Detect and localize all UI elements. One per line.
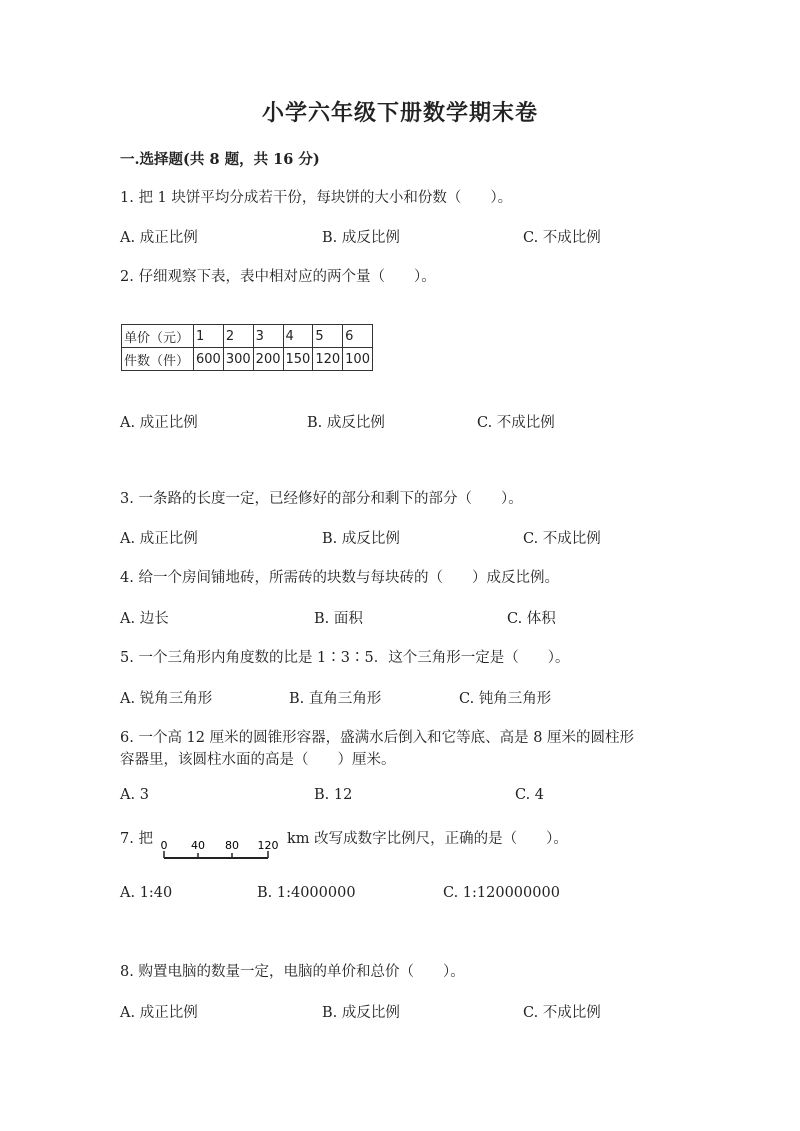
section-heading: 一.选择题(共 8 题，共 16 分): [120, 151, 320, 168]
question-5: 5. 一个三角形内角度数的比是 1∶3∶5．这个三角形一定是（ ）。: [120, 650, 570, 666]
table-row: [122, 348, 373, 371]
table-row: [122, 325, 373, 348]
question-4-options: [120, 607, 680, 631]
option-a[interactable]: A. 成正比例: [120, 531, 198, 547]
scale-bar: [158, 838, 282, 864]
option-b[interactable]: B. 成反比例: [322, 230, 400, 246]
question-8: 8. 购置电脑的数量一定，电脑的单价和总价（ ）。: [120, 964, 465, 980]
question-8-options: [120, 1001, 680, 1025]
table-cell: 300: [223, 348, 253, 371]
option-b[interactable]: B. 成反比例: [322, 1005, 400, 1021]
question-3-options: [120, 527, 680, 551]
table-cell: 6: [343, 325, 373, 348]
question-2-options: [120, 411, 680, 435]
option-a[interactable]: A. 1:40: [120, 885, 173, 901]
option-c[interactable]: C. 不成比例: [523, 1005, 601, 1021]
option-c[interactable]: C. 不成比例: [523, 531, 601, 547]
table-cell: 3: [253, 325, 283, 348]
option-b[interactable]: B. 成反比例: [307, 415, 385, 431]
question-7-suffix: km 改写成数字比例尺，正确的是（ ）。: [287, 831, 568, 847]
question-3: 3. 一条路的长度一定，已经修好的部分和剩下的部分（ ）。: [120, 491, 523, 507]
table-cell: 100: [343, 348, 373, 371]
table-cell: 1: [194, 325, 224, 348]
option-b[interactable]: B. 面积: [314, 611, 363, 627]
page-title: 小学六年级下册数学期末卷: [261, 100, 538, 126]
option-a[interactable]: A. 锐角三角形: [120, 691, 213, 707]
option-a[interactable]: A. 边长: [120, 611, 169, 627]
option-c[interactable]: C. 钝角三角形: [459, 691, 552, 707]
option-b[interactable]: B. 直角三角形: [289, 691, 382, 707]
question-5-options: [120, 687, 680, 711]
table-cell: 600: [194, 348, 224, 371]
table-cell: 2: [223, 325, 253, 348]
scale-label: 0: [160, 839, 168, 852]
option-c[interactable]: C. 不成比例: [523, 230, 601, 246]
question-2: 2. 仔细观察下表，表中相对应的两个量（ ）。: [120, 269, 436, 285]
question-6-options: [120, 787, 680, 811]
question-1: 1. 把 1 块饼平均分成若干份，每块饼的大小和份数（ ）。: [120, 190, 513, 206]
scale-label: 40: [191, 839, 205, 852]
option-b[interactable]: B. 12: [314, 787, 353, 803]
question-7-options: [120, 885, 680, 909]
scale-label: 120: [257, 839, 279, 852]
table-cell: 4: [283, 325, 313, 348]
question-6-line-2: 容器里，该圆柱水面的高是（ ）厘米。: [120, 752, 396, 768]
question-6-line-1: 6. 一个高 12 厘米的圆锥形容器，盛满水后倒入和它等底、高是 8 厘米的圆柱形: [120, 730, 635, 746]
option-b[interactable]: B. 成反比例: [322, 531, 400, 547]
option-c[interactable]: C. 4: [515, 787, 545, 803]
table-cell: 120: [313, 348, 343, 371]
question-4: 4. 给一个房间铺地砖，所需砖的块数与每块砖的（ ）成反比例。: [120, 570, 559, 586]
table-cell: 5: [313, 325, 343, 348]
question-7-prefix: 7. 把: [120, 831, 153, 847]
table-cell: 200: [253, 348, 283, 371]
question-1-options: [120, 226, 680, 250]
option-c[interactable]: C. 不成比例: [477, 415, 555, 431]
table-row-label: 单价（元）: [122, 325, 194, 348]
table-cell: 150: [283, 348, 313, 371]
price-quantity-table: [121, 324, 373, 371]
option-a[interactable]: A. 3: [120, 787, 149, 803]
option-a[interactable]: A. 成正比例: [120, 230, 198, 246]
table-row-label: 件数（件）: [122, 348, 194, 371]
option-a[interactable]: A. 成正比例: [120, 1005, 198, 1021]
option-c[interactable]: C. 1:120000000: [443, 885, 560, 901]
scale-label: 80: [225, 839, 239, 852]
option-a[interactable]: A. 成正比例: [120, 415, 198, 431]
option-b[interactable]: B. 1:4000000: [257, 885, 356, 901]
option-c[interactable]: C. 体积: [507, 611, 556, 627]
